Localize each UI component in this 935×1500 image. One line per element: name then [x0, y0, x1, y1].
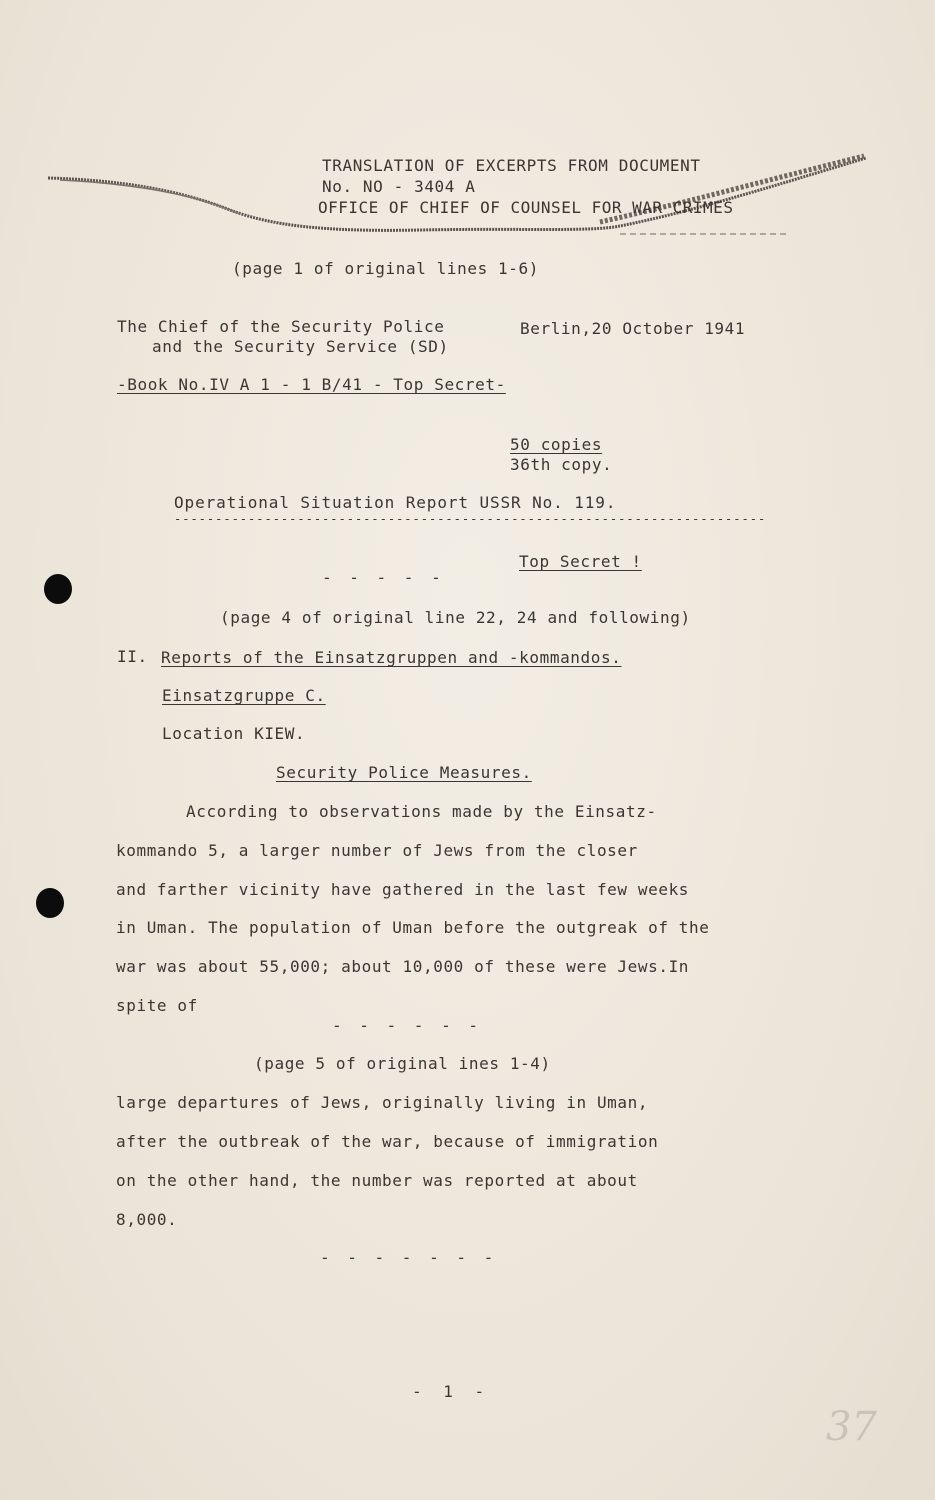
book-number: -Book No.IV A 1 - 1 B/41 - Top Secret-: [117, 375, 506, 394]
sender-line-1: The Chief of the Security Police: [117, 317, 445, 336]
report-title-underline: ------------------------------------------------------------------------: [174, 512, 767, 526]
copies-count: 50 copies: [510, 435, 603, 454]
pencil-annotation: 37: [826, 1404, 877, 1450]
punch-hole-bottom: [36, 888, 64, 918]
divider-3: - - - - - - -: [320, 1248, 498, 1267]
binding-cord: [0, 0, 935, 260]
report-title: Operational Situation Report USSR No. 119.: [174, 493, 617, 512]
section-title: Reports of the Einsatzgruppen and -kommandos.: [161, 648, 622, 667]
page-reference-5: (page 5 of original ines 1-4): [254, 1054, 551, 1073]
place-date: Berlin,20 October 1941: [520, 319, 746, 338]
page-reference-1: (page 1 of original lines 1-6): [232, 259, 539, 278]
page-number: - 1 -: [412, 1382, 491, 1401]
section-number: II.: [117, 647, 148, 666]
group-name: Einsatzgruppe C.: [162, 686, 326, 705]
paragraph-2-line-2: after the outbreak of the war, because of immigration: [116, 1132, 659, 1151]
divider-2: - - - - - -: [332, 1016, 482, 1035]
header-line-2: No. NO - 3404 A: [322, 177, 476, 196]
subheading: Security Police Measures.: [276, 763, 532, 782]
paragraph-1-line-3: and farther vicinity have gathered in the last few weeks: [116, 880, 690, 899]
header-line-3: OFFICE OF CHIEF OF COUNSEL FOR WAR CRIMES: [318, 198, 734, 217]
divider-1: - - - - -: [322, 568, 445, 587]
paragraph-2-line-4: 8,000.: [116, 1210, 178, 1229]
paragraph-2-line-3: on the other hand, the number was reported at about: [116, 1171, 638, 1190]
paragraph-1-line-6: spite of: [116, 996, 198, 1015]
header-line-1: TRANSLATION OF EXCERPTS FROM DOCUMENT: [322, 156, 701, 175]
copy-number: 36th copy.: [510, 455, 613, 474]
top-secret-label: Top Secret !: [519, 552, 642, 571]
punch-hole-top: [44, 574, 72, 604]
sender-line-2: and the Security Service (SD): [152, 337, 449, 356]
page-reference-4: (page 4 of original line 22, 24 and following): [220, 608, 691, 627]
paragraph-1-line-1: According to observations made by the Einsatz-: [186, 802, 657, 821]
location: Location KIEW.: [162, 724, 306, 743]
paragraph-2-line-1: large departures of Jews, originally living in Uman,: [116, 1093, 649, 1112]
paragraph-1-line-5: war was about 55,000; about 10,000 of these were Jews.In: [116, 957, 690, 976]
paragraph-1-line-2: kommando 5, a larger number of Jews from the closer: [116, 841, 638, 860]
paragraph-1-line-4: in Uman. The population of Uman before the outgreak of the: [116, 918, 710, 937]
